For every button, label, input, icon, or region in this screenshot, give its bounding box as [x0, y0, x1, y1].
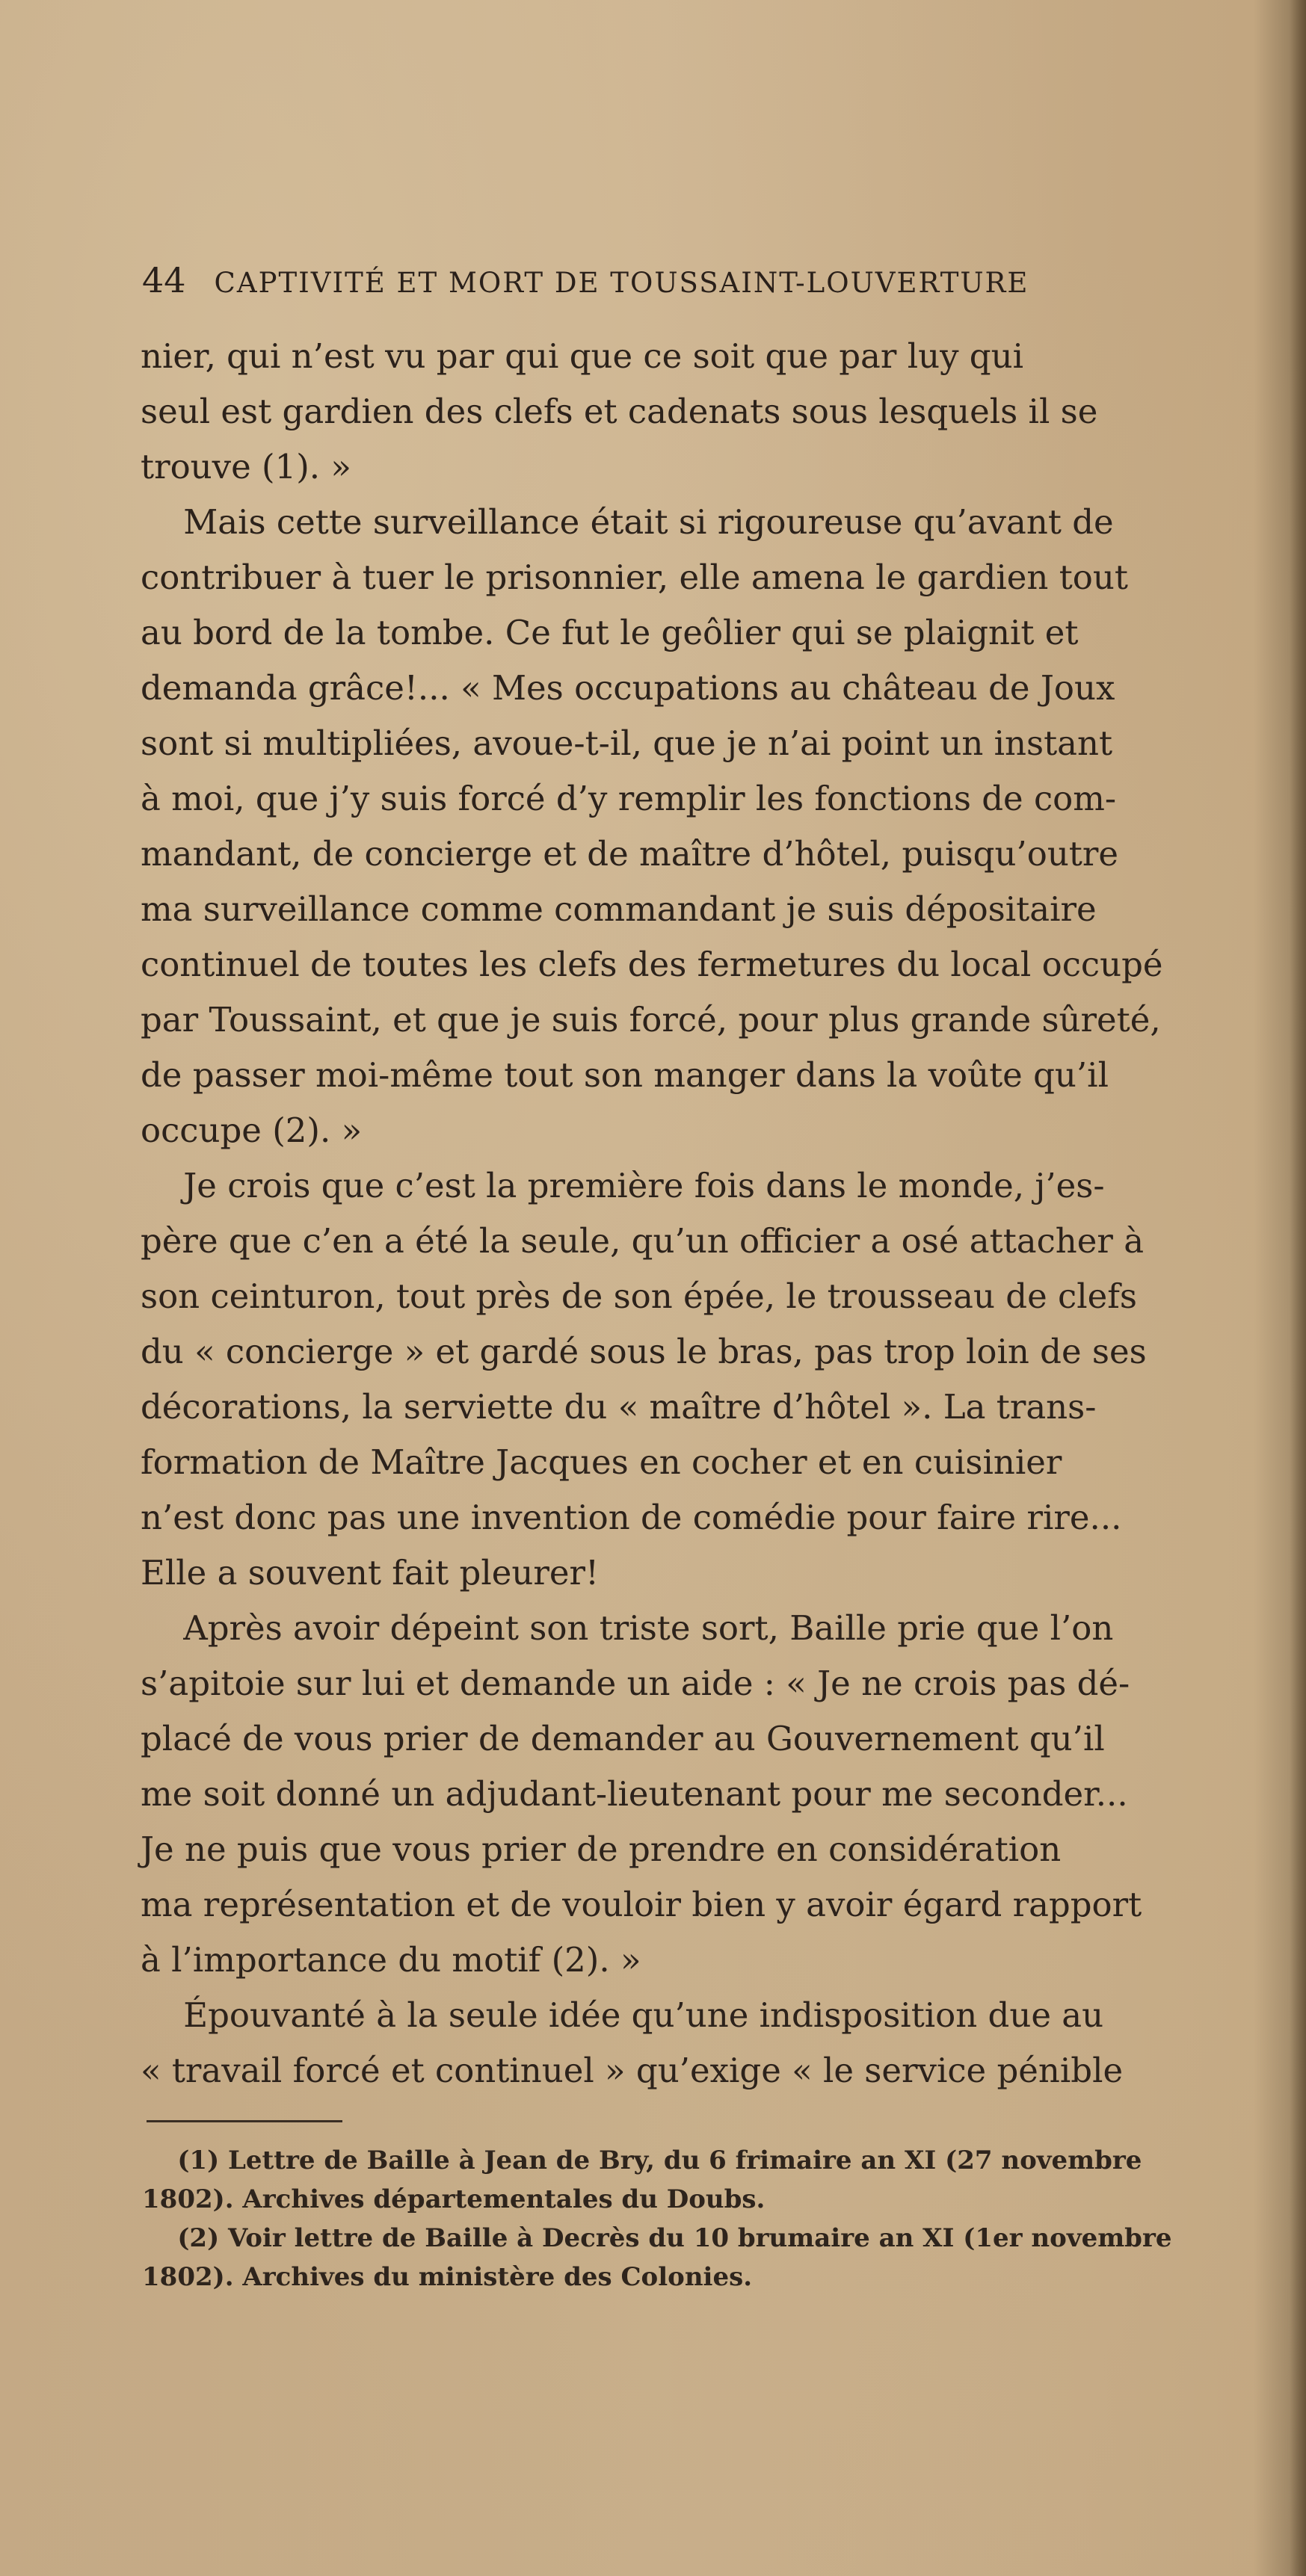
- text-line: à l’importance du motif (2). »: [141, 1940, 641, 1980]
- text-line: à moi, que j’y suis forcé d’y remplir les fonctions de com-: [141, 779, 1117, 818]
- text-line: seul est gardien des clefs et cadenats sous lesquels il se: [141, 392, 1098, 431]
- text-line: formation de Maître Jacques en cocher et en cuisinier: [141, 1442, 1062, 1482]
- text-line: occupe (2). »: [141, 1111, 363, 1150]
- running-title: CAPTIVITÉ ET MORT DE TOUSSAINT-LOUVERTURE: [214, 267, 1029, 299]
- text-line: nier, qui n’est vu par qui que ce soit que par luy qui: [141, 336, 1023, 376]
- text-line: de passer moi-même tout son manger dans la voûte qu’il: [141, 1055, 1109, 1095]
- text-line: au bord de la tombe. Ce fut le geôlier qui se plaignit et: [141, 613, 1079, 652]
- text-line: mandant, de concierge et de maître d’hôtel, puisqu’outre: [141, 834, 1119, 874]
- text-line: ma représentation et de vouloir bien y avoir égard rapport: [141, 1885, 1142, 1924]
- text-line: Après avoir dépeint son triste sort, Baille prie que l’on: [141, 1608, 1114, 1648]
- running-header: [142, 258, 1211, 303]
- text-line: Elle a souvent fait pleurer!: [141, 1553, 600, 1593]
- text-line: Je ne puis que vous prier de prendre en considération: [141, 1829, 1062, 1869]
- text-line: s’apitoie sur lui et demande un aide : « Je ne crois pas dé-: [141, 1664, 1130, 1703]
- footnote-line: 1802). Archives départementales du Doubs.: [142, 2184, 766, 2214]
- text-line: Épouvanté à la seule idée qu’une indisposition due au: [141, 1995, 1104, 2035]
- text-line: par Toussaint, et que je suis forcé, pour plus grande sûreté,: [141, 1000, 1161, 1040]
- footnotes: [142, 2141, 1301, 2297]
- text-line: son ceinturon, tout près de son épée, le trousseau de clefs: [141, 1276, 1137, 1316]
- text-line: continuel de toutes les clefs des fermetures du local occupé: [141, 945, 1163, 984]
- text-line: « travail forcé et continuel » qu’exige « le service pénible: [141, 2051, 1124, 2090]
- text-line: n’est donc pas une invention de comédie pour faire rire...: [141, 1498, 1122, 1537]
- text-line: sont si multipliées, avoue-t-il, que je n’ai point un instant: [141, 723, 1113, 763]
- text-line: demanda grâce!... « Mes occupations au château de Joux: [141, 668, 1115, 708]
- text-line: du « concierge » et gardé sous le bras, pas trop loin de ses: [141, 1332, 1147, 1371]
- text-line: ma surveillance comme commandant je suis dépositaire: [141, 889, 1097, 929]
- text-line: père que c’en a été la seule, qu’un officier a osé attacher à: [141, 1221, 1145, 1261]
- body-text: [141, 329, 1299, 2098]
- text-line: Je crois que c’est la première fois dans le monde, j’es-: [141, 1166, 1105, 1205]
- text-line: décorations, la serviette du « maître d’hôtel ». La trans-: [141, 1387, 1097, 1427]
- page-number: 44: [142, 260, 186, 300]
- text-line: trouve (1). »: [141, 447, 351, 487]
- footnote-line: 1802). Archives du ministère des Colonies.: [142, 2262, 753, 2292]
- footnote-line: (2) Voir lettre de Baille à Decrès du 10 brumaire an XI (1er novembre: [142, 2223, 1172, 2253]
- footnote-line: (1) Lettre de Baille à Jean de Bry, du 6 frimaire an XI (27 novembre: [142, 2146, 1142, 2175]
- text-line: Mais cette surveillance était si rigoureuse qu’avant de: [141, 502, 1114, 542]
- footnote-rule: [147, 2120, 342, 2122]
- text-line: contribuer à tuer le prisonnier, elle amena le gardien tout: [141, 557, 1128, 597]
- text-line: placé de vous prier de demander au Gouvernement qu’il: [141, 1719, 1105, 1758]
- text-line: me soit donné un adjudant-lieutenant pour me seconder...: [141, 1774, 1128, 1814]
